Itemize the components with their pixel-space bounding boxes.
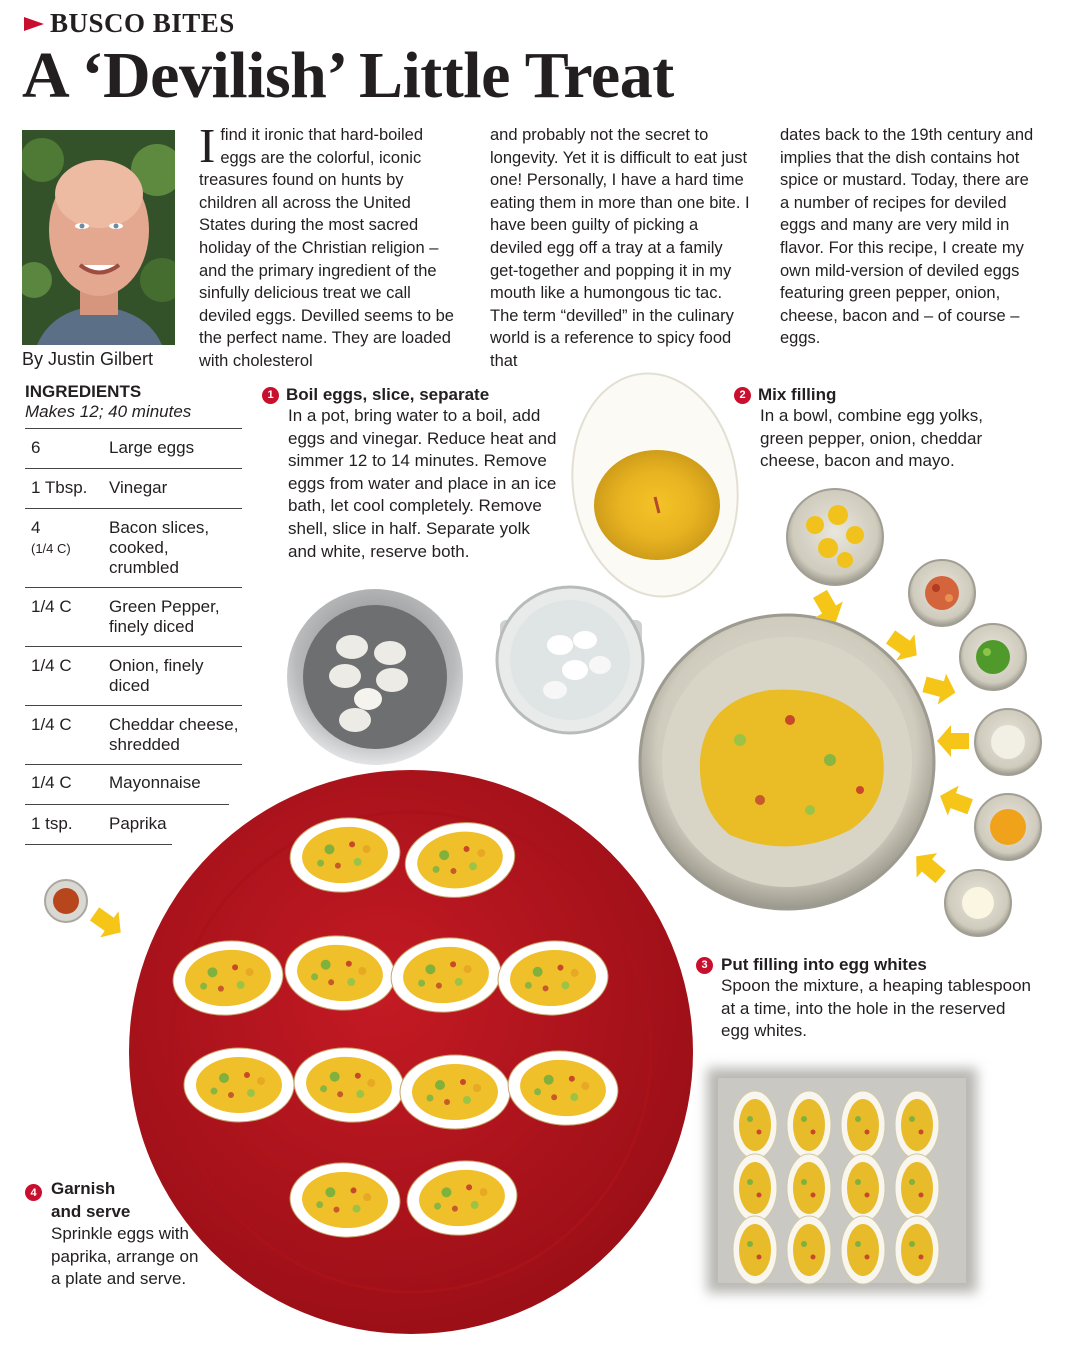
- arrow-icon: [937, 725, 969, 757]
- step-3: [696, 955, 1036, 1043]
- bowl-green-pepper: [960, 624, 1026, 690]
- ingredients-subtitle: Makes 12; 40 minutes: [25, 402, 192, 421]
- arrow-icon: [85, 901, 130, 946]
- ingredient-qty: 1/4 C: [31, 715, 72, 734]
- bowl-cheddar: [975, 794, 1041, 860]
- arrow-icon: [906, 844, 951, 889]
- ingredient-note: (1/4 C): [31, 541, 71, 556]
- step-body: Sprinkle eggs with paprika, arrange on a plate and serve.: [51, 1224, 199, 1289]
- ingredients-title: INGREDIENTS: [25, 382, 142, 401]
- serving-plate: [129, 770, 693, 1334]
- step-title: Mix filling: [758, 385, 837, 404]
- intro-column-2: and probably not the secret to longevity. Yet it is difficult to eat just one! Personally, I have a hard time eating them in more than one bite. I have been guilty of picking a deviled egg off a tray at a family get-together and popping it in my mouth like a humongous tic tac. The term “devilled” in the culinary world is a reference to spicy food that: [490, 126, 750, 370]
- headline: A ‘Devilish’ Little Treat: [22, 39, 674, 112]
- ingredient-qty: 4: [31, 518, 41, 537]
- intro-text-1: find it ironic that hard-boiled eggs are the colorful, iconic treasures found on hunts by children all across the United States during the most sacred holiday of the Christian religion – and the primary ingredient of the sinfully delicious treat we call deviled eggs. Devilled seems to be the perfect name. They are loaded with cholesterol: [199, 126, 454, 370]
- kicker-label: BUSCO BITES: [50, 8, 235, 38]
- ingredient-name: Mayonnaise: [109, 773, 201, 792]
- drop-cap: I: [199, 118, 216, 173]
- bowl-bacon: [909, 560, 975, 626]
- bowl-onion: [975, 709, 1041, 775]
- step-title: Boil eggs, slice, separate: [286, 385, 490, 404]
- step-4: [25, 1178, 200, 1291]
- step-title: Garnish and serve: [51, 1179, 131, 1221]
- ingredient-name: Cheddar cheese, shredded: [109, 715, 239, 754]
- step-2: [734, 385, 1034, 473]
- byline: By Justin Gilbert: [22, 349, 154, 369]
- step-body: In a bowl, combine egg yolks, green pepper, onion, cheddar cheese, bacon and mayo.: [760, 406, 984, 471]
- step-body: In a pot, bring water to a boil, add eggs and vinegar. Reduce heat and simmer 12 to 14 minutes. Remove eggs from water and place in an ice bath, let cool completely. Remove shell, slice in half. Separate yolk and white, reserve both.: [288, 406, 557, 561]
- arrow-icon: [935, 781, 976, 822]
- ingredient-qty: 1 Tbsp.: [31, 478, 88, 497]
- arrow-icon: [920, 669, 959, 708]
- ingredient-name: Onion, finely diced: [109, 656, 204, 695]
- step-number-badge: 3: [696, 957, 713, 974]
- step-1: [262, 385, 562, 563]
- ingredient-name: Paprika: [109, 814, 167, 833]
- step-number-badge: 4: [25, 1184, 42, 1201]
- intro-column-3: dates back to the 19th century and implies that the dish contains hot spice or mustard. Today, there are a number of recipes for deviled eggs and many are very mild in flavor. For this recipe, I create my own mild-version of deviled eggs featuring green pepper, onion, cheese, bacon and – of course – eggs.: [780, 126, 1034, 348]
- ingredient-qty: 6: [31, 438, 41, 457]
- ingredient-name: Large eggs: [109, 438, 195, 457]
- pot-of-eggs: [287, 589, 463, 765]
- ingredient-qty: 1 tsp.: [31, 814, 73, 833]
- ice-bath-bowl: [497, 587, 643, 733]
- step-number-badge: 1: [262, 387, 279, 404]
- mixing-bowl: [640, 615, 934, 909]
- ingredient-qty: 1/4 C: [31, 656, 72, 675]
- filled-eggs-tray: [707, 1068, 977, 1293]
- ingredient-qty: 1/4 C: [31, 597, 72, 616]
- step-body: Spoon the mixture, a heaping tablespoon at a time, into the hole in the reserved egg whites.: [721, 976, 1032, 1041]
- step-title: Put filling into egg whites: [721, 955, 927, 974]
- bowl-yolks: [787, 489, 883, 585]
- halved-egg: [558, 363, 752, 608]
- step-number-badge: 2: [734, 387, 751, 404]
- ingredient-qty: 1/4 C: [31, 773, 72, 792]
- ingredient-name: Bacon slices, cooked, crumbled: [109, 518, 210, 577]
- paprika-dish: [45, 880, 87, 922]
- ingredient-name: Vinegar: [109, 478, 168, 497]
- bowl-mayonnaise: [945, 870, 1011, 936]
- ingredient-name: Green Pepper, finely diced: [109, 597, 220, 636]
